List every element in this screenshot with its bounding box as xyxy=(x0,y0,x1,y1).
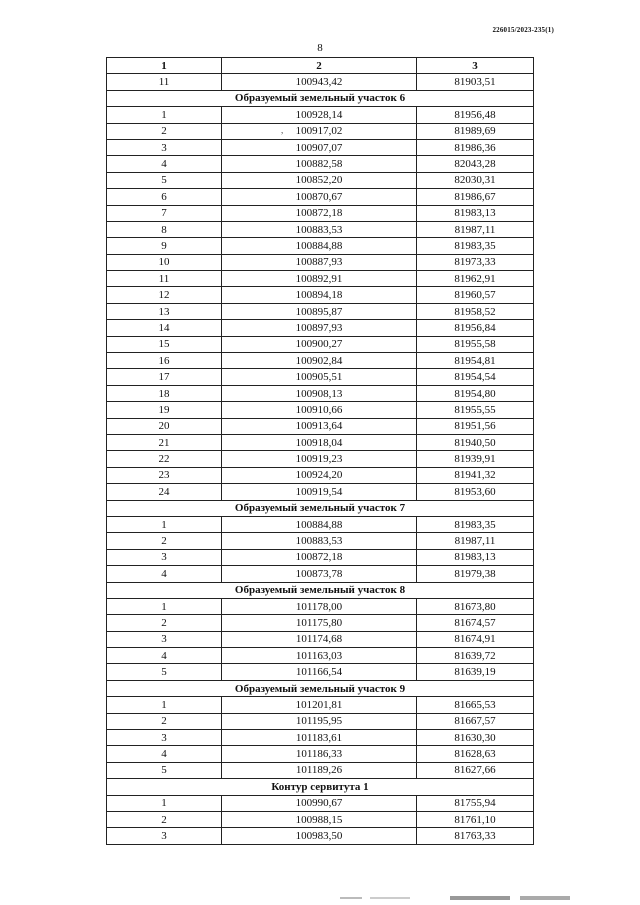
y-coordinate-cell: 81667,57 xyxy=(417,713,534,729)
x-coordinate-cell: 101189,26 xyxy=(222,762,417,778)
table-row xyxy=(107,467,534,483)
column-header-2: 2 xyxy=(222,58,417,74)
table-row xyxy=(107,221,534,237)
x-coordinate-cell: 101195,95 xyxy=(222,713,417,729)
table-row xyxy=(107,795,534,811)
point-number-cell: 4 xyxy=(107,746,222,762)
y-coordinate-cell: 81986,36 xyxy=(417,139,534,155)
x-coordinate-cell: 100924,20 xyxy=(222,467,417,483)
y-coordinate-cell: 81954,54 xyxy=(417,369,534,385)
y-coordinate-cell: 81979,38 xyxy=(417,566,534,582)
x-coordinate-cell: 100917,02 xyxy=(222,123,417,139)
point-number-cell: 5 xyxy=(107,172,222,188)
x-coordinate-cell: 100918,04 xyxy=(222,434,417,450)
coordinates-table xyxy=(106,57,534,845)
y-coordinate-cell: 81954,80 xyxy=(417,385,534,401)
y-coordinate-cell: 81951,56 xyxy=(417,418,534,434)
y-coordinate-cell: 81983,13 xyxy=(417,205,534,221)
table-row xyxy=(107,385,534,401)
point-number-cell: 7 xyxy=(107,205,222,221)
table-row xyxy=(107,74,534,90)
point-number-cell: 2 xyxy=(107,615,222,631)
point-number-cell: 20 xyxy=(107,418,222,434)
point-number-cell: 1 xyxy=(107,697,222,713)
x-coordinate-cell: 100892,91 xyxy=(222,271,417,287)
x-coordinate-cell: 100882,58 xyxy=(222,156,417,172)
section-title: Контур сервитута 1 xyxy=(107,779,534,795)
table-row xyxy=(107,205,534,221)
y-coordinate-cell: 81755,94 xyxy=(417,795,534,811)
section-header-row xyxy=(107,779,534,795)
section-header-row xyxy=(107,500,534,516)
point-number-cell: 22 xyxy=(107,451,222,467)
table-row xyxy=(107,730,534,746)
y-coordinate-cell: 81956,84 xyxy=(417,320,534,336)
table-row xyxy=(107,451,534,467)
table-row xyxy=(107,533,534,549)
table-row xyxy=(107,123,534,139)
y-coordinate-cell: 81986,67 xyxy=(417,189,534,205)
x-coordinate-cell: 101163,03 xyxy=(222,648,417,664)
table-row xyxy=(107,303,534,319)
table-row xyxy=(107,139,534,155)
table-row xyxy=(107,516,534,532)
y-coordinate-cell: 81960,57 xyxy=(417,287,534,303)
point-number-cell: 5 xyxy=(107,664,222,680)
x-coordinate-cell: 101166,54 xyxy=(222,664,417,680)
x-coordinate-cell: 100943,42 xyxy=(222,74,417,90)
point-number-cell: 6 xyxy=(107,189,222,205)
x-coordinate-cell: 100883,53 xyxy=(222,221,417,237)
y-coordinate-cell: 81639,72 xyxy=(417,648,534,664)
table-row xyxy=(107,615,534,631)
point-number-cell: 14 xyxy=(107,320,222,336)
x-coordinate-cell: 100870,67 xyxy=(222,189,417,205)
table-row xyxy=(107,713,534,729)
point-number-cell: 1 xyxy=(107,598,222,614)
x-coordinate-cell: 100872,18 xyxy=(222,205,417,221)
section-header-row xyxy=(107,680,534,696)
table-row xyxy=(107,598,534,614)
column-header-1: 1 xyxy=(107,58,222,74)
section-title: Образуемый земельный участок 8 xyxy=(107,582,534,598)
y-coordinate-cell: 81903,51 xyxy=(417,74,534,90)
y-coordinate-cell: 81761,10 xyxy=(417,811,534,827)
point-number-cell: 15 xyxy=(107,336,222,352)
point-number-cell: 2 xyxy=(107,713,222,729)
y-coordinate-cell: 81958,52 xyxy=(417,303,534,319)
table-row xyxy=(107,238,534,254)
section-header-row xyxy=(107,582,534,598)
point-number-cell: 2 xyxy=(107,533,222,549)
page-number: 8 xyxy=(317,42,323,54)
section-title: Образуемый земельный участок 9 xyxy=(107,680,534,696)
point-number-cell: 17 xyxy=(107,369,222,385)
y-coordinate-cell: 81665,53 xyxy=(417,697,534,713)
x-coordinate-cell: 100894,18 xyxy=(222,287,417,303)
table-row xyxy=(107,434,534,450)
x-coordinate-cell: 100872,18 xyxy=(222,549,417,565)
y-coordinate-cell: 81954,81 xyxy=(417,353,534,369)
y-coordinate-cell: 81962,91 xyxy=(417,271,534,287)
x-coordinate-cell: 100900,27 xyxy=(222,336,417,352)
x-coordinate-cell: 100907,07 xyxy=(222,139,417,155)
table-row xyxy=(107,566,534,582)
x-coordinate-cell: 100910,66 xyxy=(222,402,417,418)
table-row xyxy=(107,697,534,713)
point-number-cell: 4 xyxy=(107,566,222,582)
table-row xyxy=(107,549,534,565)
y-coordinate-cell: 81983,35 xyxy=(417,238,534,254)
y-coordinate-cell: 81989,69 xyxy=(417,123,534,139)
point-number-cell: 23 xyxy=(107,467,222,483)
table-row xyxy=(107,746,534,762)
table-row xyxy=(107,320,534,336)
table-row xyxy=(107,828,534,844)
y-coordinate-cell: 81956,48 xyxy=(417,107,534,123)
table-row xyxy=(107,287,534,303)
table-row xyxy=(107,811,534,827)
y-coordinate-cell: 81983,35 xyxy=(417,516,534,532)
x-coordinate-cell: 100919,23 xyxy=(222,451,417,467)
x-coordinate-cell: 100988,15 xyxy=(222,811,417,827)
x-coordinate-cell: 100990,67 xyxy=(222,795,417,811)
table-row xyxy=(107,107,534,123)
point-number-cell: 3 xyxy=(107,549,222,565)
header-row xyxy=(107,58,534,74)
x-coordinate-cell: 100873,78 xyxy=(222,566,417,582)
section-header-row xyxy=(107,90,534,106)
y-coordinate-cell: 81939,91 xyxy=(417,451,534,467)
point-number-cell: 12 xyxy=(107,287,222,303)
point-number-cell: 21 xyxy=(107,434,222,450)
x-coordinate-cell: 101174,68 xyxy=(222,631,417,647)
point-number-cell: 1 xyxy=(107,107,222,123)
y-coordinate-cell: 81674,57 xyxy=(417,615,534,631)
point-number-cell: 5 xyxy=(107,762,222,778)
point-number-cell: 1 xyxy=(107,795,222,811)
table-row xyxy=(107,369,534,385)
x-coordinate-cell: 100913,64 xyxy=(222,418,417,434)
point-number-cell: 4 xyxy=(107,156,222,172)
y-coordinate-cell: 81973,33 xyxy=(417,254,534,270)
y-coordinate-cell: 82030,31 xyxy=(417,172,534,188)
table-row xyxy=(107,172,534,188)
point-number-cell: 3 xyxy=(107,828,222,844)
y-coordinate-cell: 81955,55 xyxy=(417,402,534,418)
point-number-cell: 1 xyxy=(107,516,222,532)
x-coordinate-cell: 100902,84 xyxy=(222,353,417,369)
y-coordinate-cell: 81953,60 xyxy=(417,484,534,500)
x-coordinate-cell: 100895,87 xyxy=(222,303,417,319)
table-row xyxy=(107,648,534,664)
y-coordinate-cell: 81941,32 xyxy=(417,467,534,483)
x-coordinate-cell: 100884,88 xyxy=(222,238,417,254)
x-coordinate-cell: 101186,33 xyxy=(222,746,417,762)
point-number-cell: 11 xyxy=(107,74,222,90)
x-coordinate-cell: 100905,51 xyxy=(222,369,417,385)
x-coordinate-cell: 101178,00 xyxy=(222,598,417,614)
table-row xyxy=(107,418,534,434)
scan-edge-noise xyxy=(320,893,620,903)
x-coordinate-cell: 100897,93 xyxy=(222,320,417,336)
y-coordinate-cell: 81987,11 xyxy=(417,533,534,549)
table-row xyxy=(107,402,534,418)
point-number-cell: 3 xyxy=(107,631,222,647)
x-coordinate-cell: 100883,53 xyxy=(222,533,417,549)
point-number-cell: 18 xyxy=(107,385,222,401)
x-coordinate-cell: 100852,20 xyxy=(222,172,417,188)
table-row xyxy=(107,336,534,352)
y-coordinate-cell: 81627,66 xyxy=(417,762,534,778)
point-number-cell: 2 xyxy=(107,811,222,827)
point-number-cell: 24 xyxy=(107,484,222,500)
table-row xyxy=(107,631,534,647)
y-coordinate-cell: 81955,58 xyxy=(417,336,534,352)
table-row xyxy=(107,762,534,778)
section-title: Образуемый земельный участок 7 xyxy=(107,500,534,516)
y-coordinate-cell: 81763,33 xyxy=(417,828,534,844)
table-row xyxy=(107,271,534,287)
x-coordinate-cell: 100928,14 xyxy=(222,107,417,123)
y-coordinate-cell: 81983,13 xyxy=(417,549,534,565)
x-coordinate-cell: 100983,50 xyxy=(222,828,417,844)
column-header-3: 3 xyxy=(417,58,534,74)
y-coordinate-cell: 81639,19 xyxy=(417,664,534,680)
stray-mark: , xyxy=(281,125,284,135)
point-number-cell: 4 xyxy=(107,648,222,664)
y-coordinate-cell: 81940,50 xyxy=(417,434,534,450)
point-number-cell: 10 xyxy=(107,254,222,270)
x-coordinate-cell: 100887,93 xyxy=(222,254,417,270)
x-coordinate-cell: 101183,61 xyxy=(222,730,417,746)
x-coordinate-cell: 100884,88 xyxy=(222,516,417,532)
document-code: 226015/2023-235(1) xyxy=(492,26,554,34)
table-row xyxy=(107,353,534,369)
table-body xyxy=(107,74,534,844)
point-number-cell: 9 xyxy=(107,238,222,254)
table-row xyxy=(107,254,534,270)
table-row xyxy=(107,664,534,680)
point-number-cell: 16 xyxy=(107,353,222,369)
y-coordinate-cell: 82043,28 xyxy=(417,156,534,172)
point-number-cell: 19 xyxy=(107,402,222,418)
table-row xyxy=(107,484,534,500)
point-number-cell: 3 xyxy=(107,730,222,746)
point-number-cell: 8 xyxy=(107,221,222,237)
x-coordinate-cell: 100919,54 xyxy=(222,484,417,500)
table-row xyxy=(107,156,534,172)
y-coordinate-cell: 81628,63 xyxy=(417,746,534,762)
point-number-cell: 2 xyxy=(107,123,222,139)
y-coordinate-cell: 81630,30 xyxy=(417,730,534,746)
x-coordinate-cell: 101175,80 xyxy=(222,615,417,631)
table-row xyxy=(107,189,534,205)
section-title: Образуемый земельный участок 6 xyxy=(107,90,534,106)
y-coordinate-cell: 81987,11 xyxy=(417,221,534,237)
x-coordinate-cell: 100908,13 xyxy=(222,385,417,401)
y-coordinate-cell: 81673,80 xyxy=(417,598,534,614)
point-number-cell: 3 xyxy=(107,139,222,155)
x-coordinate-cell: 101201,81 xyxy=(222,697,417,713)
point-number-cell: 11 xyxy=(107,271,222,287)
point-number-cell: 13 xyxy=(107,303,222,319)
y-coordinate-cell: 81674,91 xyxy=(417,631,534,647)
